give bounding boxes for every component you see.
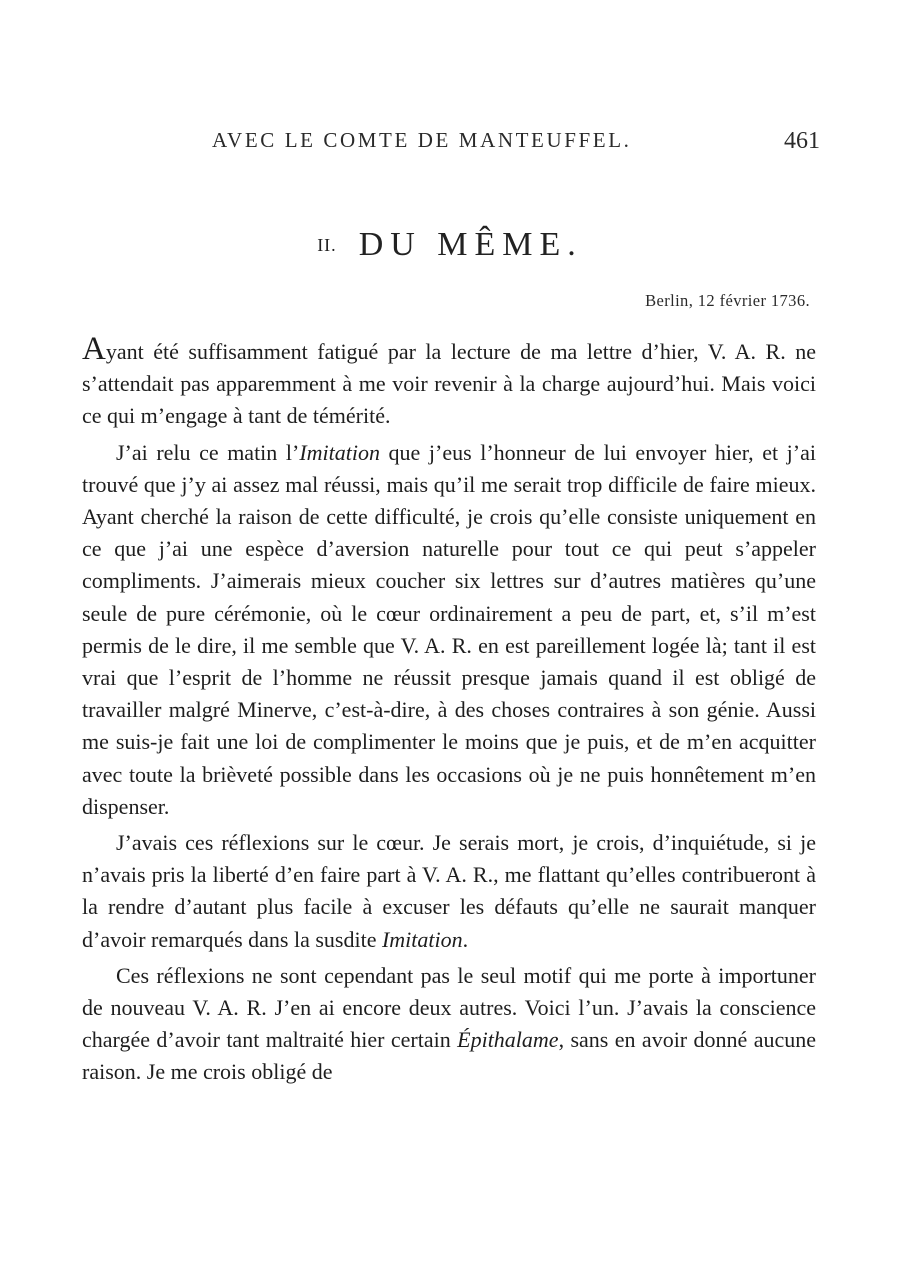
paragraph-3-text-before: J’avais ces réflexions sur le cœur. Je serais mort, je crois, d’inquiétude, si je n’avais pris la liberté d’en faire part à V. A. R., me flattant qu’elles contribueront à la rendre d’autant plus facile à excuser les défauts qu’elle ne saurait manquer d’avoir remarqués dans la susdite [82,830,816,952]
paragraph-1-text: yant été suffisamment fatigué par la lecture de ma lettre d’hier, V. A. R. ne s’attendait pas apparemment à me voir revenir à la charge aujourd’hui. Mais voici ce qui m’engage à tant de témérité. [82,339,816,429]
letter-dateline: Berlin, 12 février 1736. [645,291,810,310]
paragraph-2-text-after: que j’eus l’honneur de lui envoyer hier, et j’ai trouvé que j’y ai assez mal réussi, mais qu’il me serait trop difficile de faire mieux. Ayant cherché la raison de cette difficulté, je crois qu’elle consiste uniquement en ce que j’ai une espèce d’aversion naturelle pour tout ce qui peut s’appeler compliments. J’aimerais mieux coucher six lettres sur d’autres matières qu’une seule de pure cérémonie, où le cœur ordinairement a peu de part, et, s’il m’est permis de le dire, il me semble que V. A. R. en est pareillement logée là; tant il est vrai que l’esprit de l’homme ne réussit presque jamais quand il est obligé de travailler malgré Minerve, c’est-à-dire, à des choses contraires à son génie. Aussi me suis-je fait une loi de complimenter le moins que je puis, et de m’en acquitter avec toute la brièveté possible dans les occasions où je ne puis honnêtement m’en dispenser. [82,439,816,819]
paragraph-4-text-before: Ces réflexions ne sont cependant pas le seul motif qui me porte à importuner de nouveau V. A. R. J’en ai encore deux autres. Voici l’un. J’avais la conscience chargée d’avoir tant maltraité hier certain [82,962,816,1053]
section-heading [0,226,900,264]
page-number: 461 [784,128,820,154]
drop-capital: A [82,331,106,367]
paragraph-2-italic: Imitation [299,439,380,465]
paragraph-3-italic: Imitation [381,926,463,952]
running-title: AVEC LE COMTE DE MANTEUFFEL. [212,128,632,152]
paragraph-3 [82,827,816,956]
paragraph-4-text-after: , sans en avoir donné aucune raison. Je me crois obligé de [82,1027,816,1085]
section-number: II. [317,235,337,255]
paragraph-4-italic: Épithalame [457,1027,559,1053]
paragraph-3-text-after: . [462,926,469,952]
paragraph-2 [82,437,816,823]
paragraph-4 [82,960,816,1089]
section-title: DU MÊME. [358,226,583,263]
paragraph-2-text-before: J’ai relu ce matin l’ [116,439,300,465]
paragraph-1 [82,333,816,433]
letter-body [82,333,816,1089]
